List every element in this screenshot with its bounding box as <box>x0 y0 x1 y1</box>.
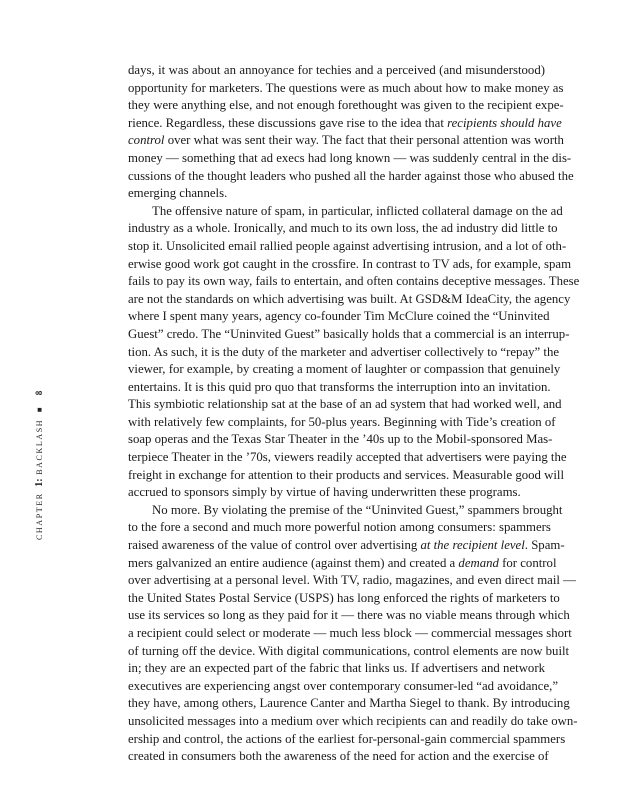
text-line <box>128 695 570 713</box>
text-run: raised awareness of the value of control over advertising <box>128 538 421 553</box>
text-line <box>128 519 551 537</box>
text-run: terpiece Theater in the ’70s, viewers readily accepted that advertisers were paying the <box>128 450 567 465</box>
text-line <box>128 326 570 344</box>
text-run: industry as a whole. Ironically, and much to its own loss, the ad industry did little to <box>128 221 558 236</box>
text-line <box>128 115 562 133</box>
text-run: No more. By violating the premise of the “Uninvited Guest,” spammers brought <box>152 502 563 517</box>
text-run: over what was sent their way. The fact that their personal attention was worth <box>164 133 564 148</box>
text-run: executives are experiencing angst over contemporary consumer-led “ad avoidance,” <box>128 678 559 693</box>
text-line <box>128 185 545 203</box>
square-separator-icon: ■ <box>35 405 44 413</box>
text-run: to the fore a second and much more powerful notion among consumers: spammers <box>128 520 551 535</box>
text-line <box>128 555 557 573</box>
text-run: the United States Postal Service (USPS) has long enforced the rights of marketers to <box>128 590 560 605</box>
text-line <box>128 396 562 414</box>
text-run: ership and control, the actions of the earliest for-personal-gain commercial spammers <box>128 731 566 746</box>
text-line <box>128 643 570 661</box>
text-run: use its services so long as they paid for it — there was no viable means through which <box>128 608 570 623</box>
text-line <box>128 344 560 362</box>
text-line <box>128 238 567 256</box>
text-line <box>128 203 563 221</box>
body-text <box>128 62 580 766</box>
text-run: . Spam- <box>524 538 565 553</box>
text-run: over advertising at a personal level. With TV, radio, magazines, and even direct mail — <box>128 573 576 588</box>
text-line <box>128 713 578 731</box>
text-run: days, it was about an annoyance for techies and a perceived (and misunderstood) <box>128 63 545 77</box>
text-run: cussions of the thought leaders who pushed all the harder against those who abused the <box>128 168 574 183</box>
text-line <box>128 308 550 326</box>
chapter-number: 1: <box>34 478 45 487</box>
text-line <box>128 97 564 115</box>
text-line <box>128 379 551 397</box>
text-run: unsolicited messages into a medium over which recipients can and readily do take own- <box>128 713 578 728</box>
italic-phrase: demand <box>458 555 499 570</box>
text-line <box>128 502 563 520</box>
text-run: of turning off the device. With digital communications, control elements are now built <box>128 643 570 658</box>
text-run: money — something that ad execs had long known — was suddenly central in the dis- <box>128 150 572 165</box>
page-number: 8 <box>34 390 44 396</box>
text-line <box>128 414 556 432</box>
text-run: they have, among others, Laurence Canter and Martha Siegel to thank. By introducing <box>128 696 570 711</box>
text-line <box>128 132 564 150</box>
text-line <box>128 361 561 379</box>
text-line <box>128 678 559 696</box>
text-run: stop it. Unsolicited email rallied people against advertising intrusion, and a lot of oth- <box>128 238 567 253</box>
text-line <box>128 537 565 555</box>
text-line <box>128 431 553 449</box>
text-line <box>128 484 545 502</box>
running-head-text <box>34 391 45 540</box>
text-run: viewer, for example, by creating a moment of laughter or compassion that genuinely <box>128 362 561 377</box>
text-line <box>128 731 566 749</box>
text-line <box>128 467 565 485</box>
text-run: emerging channels. <box>128 186 228 201</box>
text-line <box>128 625 572 643</box>
text-run: mers galvanized an entire audience (against them) and created a <box>128 555 459 570</box>
text-run: a recipient could select or moderate — much less block — commercial messages short <box>128 626 572 640</box>
italic-phrase: at the recipient level <box>420 538 525 553</box>
text-line <box>128 748 549 766</box>
text-run: with relatively few complaints, for 50-plus years. Beginning with Tide’s creation of <box>128 414 556 429</box>
text-run: entertains. It is this quid pro quo that transforms the interruption into an invitation. <box>128 379 551 394</box>
italic-phrase: control <box>128 133 165 148</box>
chapter-title: BACKLASH <box>35 418 44 475</box>
text-run: erwise good work got caught in the crossfire. In contrast to TV ads, for example, spam <box>128 256 572 271</box>
text-run: The offensive nature of spam, in particular, inflicted collateral damage on the ad <box>152 203 563 218</box>
text-line <box>128 150 572 168</box>
text-run: accrued to sponsors simply by virtue of having underwritten these programs. <box>128 485 521 500</box>
text-line <box>128 607 570 625</box>
text-run: soap operas and the Texas Star Theater in the ’40s up to the Mobil-sponsored Mas- <box>128 432 553 447</box>
text-line <box>128 168 574 186</box>
text-line <box>128 62 545 80</box>
text-run: tion. As such, it is the duty of the marketer and advertiser collectively to “repay” the <box>128 344 560 359</box>
text-run: in; they are an expected part of the fabric that links us. If advertisers and network <box>128 661 545 676</box>
text-run: Guest” credo. The “Uninvited Guest” basically holds that a commercial is an interrup- <box>128 326 570 341</box>
text-line <box>128 660 545 678</box>
italic-phrase: recipients should have <box>447 115 562 130</box>
text-run: rience. Regardless, these discussions gave rise to the idea that <box>128 115 448 130</box>
text-line <box>128 291 571 309</box>
text-run: opportunity for marketers. The questions were as much about how to make money as <box>128 80 564 95</box>
text-run: created in consumers both the awareness of the need for action and the exercise of <box>128 749 549 764</box>
text-run: they were anything else, and not enough forethought was given to the recipient expe- <box>128 98 564 113</box>
text-line <box>128 80 564 98</box>
running-head <box>34 310 44 540</box>
text-run: fails to pay its own way, fails to entertain, and often contains deceptive messages. These <box>128 274 580 289</box>
text-run: where I spent many years, agency co-founder Tim McClure coined the “Uninvited <box>128 309 550 324</box>
text-line <box>128 273 580 291</box>
text-run: for control <box>498 555 557 570</box>
text-line <box>128 220 558 238</box>
chapter-label: CHAPTER <box>35 492 44 540</box>
text-line <box>128 449 567 467</box>
text-run: are not the standards on which advertising was built. At GSD&M IdeaCity, the agency <box>128 291 571 306</box>
text-run: This symbiotic relationship sat at the base of an ad system that had worked well, and <box>128 397 562 412</box>
text-line <box>128 256 572 274</box>
text-line <box>128 590 560 608</box>
text-run: freight in exchange for attention to their products and services. Measurable good will <box>128 467 565 482</box>
text-line <box>128 572 576 590</box>
